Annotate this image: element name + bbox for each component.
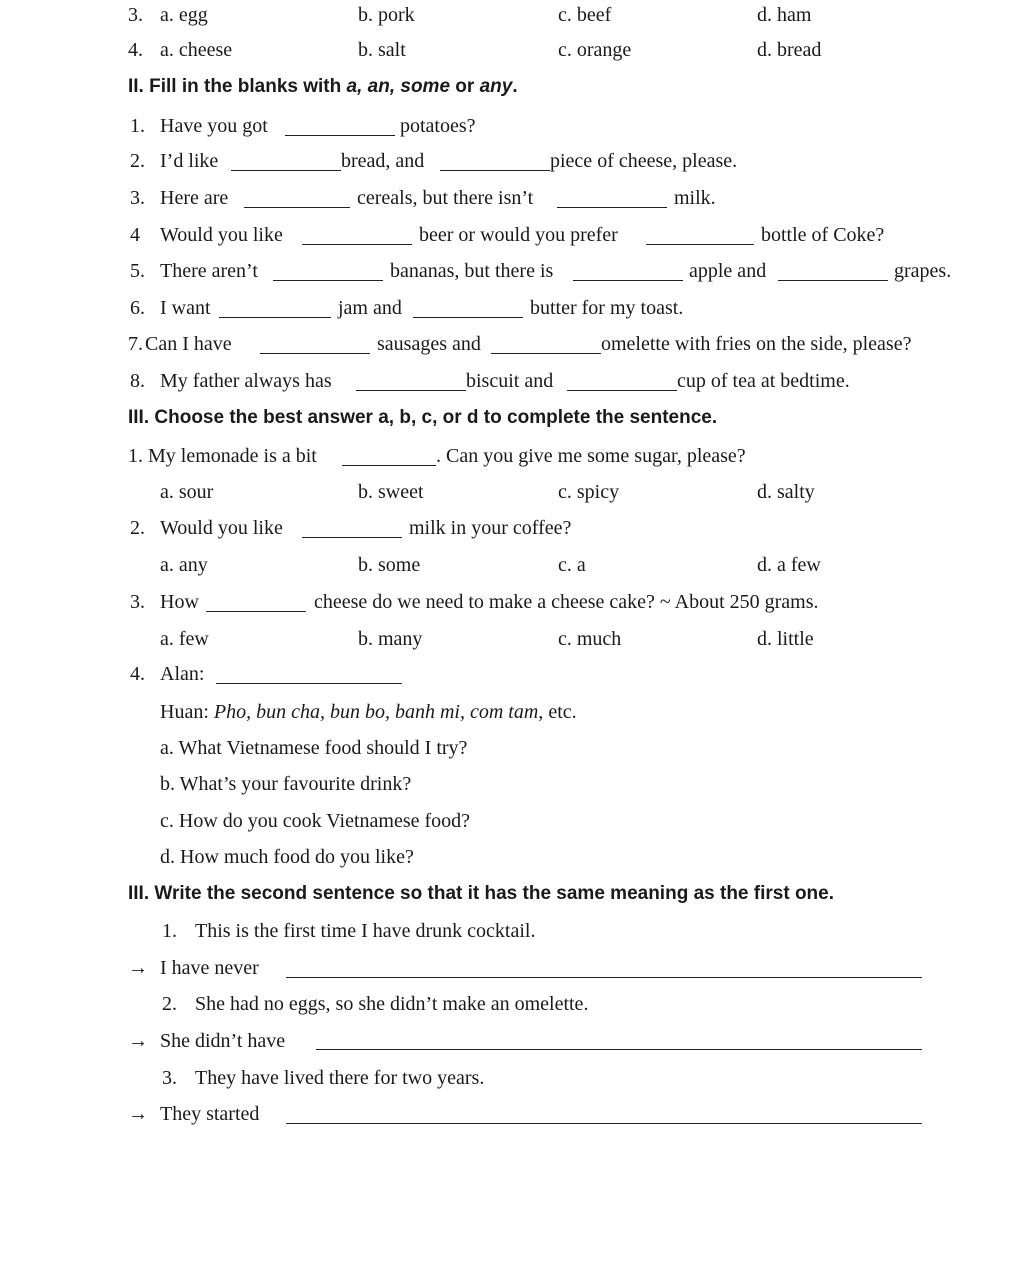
item-text: bread, and — [341, 150, 425, 172]
question-number: 3. — [128, 4, 143, 26]
item-text: bananas, but there is — [390, 260, 554, 282]
option-c[interactable]: c. How do you cook Vietnamese food? — [160, 810, 471, 832]
answer-blank[interactable] — [219, 317, 331, 318]
arrow-icon: → — [128, 1030, 148, 1052]
question-stem-end: cheese do we need to make a cheese cake? ~ About 250 grams. — [314, 591, 819, 613]
item-text: jam and — [338, 297, 402, 319]
answer-blank[interactable] — [491, 353, 601, 354]
arrow-icon: → — [128, 1103, 148, 1125]
item-text: piece of cheese, please. — [550, 150, 738, 172]
option-a[interactable]: a. any — [160, 554, 208, 576]
option-b[interactable]: b. What’s your favourite drink? — [160, 773, 412, 795]
question-stem: My lemonade is a bit — [148, 445, 317, 467]
option-b[interactable]: b. sweet — [358, 481, 424, 503]
answer-blank[interactable] — [231, 170, 341, 171]
item-text: I want — [160, 297, 211, 319]
option-b[interactable]: b. some — [358, 554, 421, 576]
question-number: 2. — [130, 517, 145, 539]
item-text: cup of tea at bedtime. — [677, 370, 850, 392]
dialogue-speaker-huan: Huan: — [160, 701, 214, 723]
answer-blank[interactable] — [342, 465, 436, 466]
answer-blank[interactable] — [273, 280, 383, 281]
option-c[interactable]: c. much — [558, 628, 622, 650]
heading-italic-word: any — [479, 76, 513, 97]
question-number: 1. — [128, 445, 143, 467]
item-number: 6. — [130, 297, 145, 319]
arrow-icon: → — [128, 957, 148, 979]
item-number: 7. — [128, 333, 143, 355]
item-number: 2. — [162, 993, 177, 1015]
question-stem: How — [160, 591, 199, 613]
option-a: a. cheese — [160, 39, 233, 61]
dialogue-huan-etc: etc. — [543, 701, 577, 723]
question-number: 3. — [130, 591, 145, 613]
original-sentence: This is the first time I have drunk cocktail. — [195, 920, 536, 942]
option-a[interactable]: a. few — [160, 628, 209, 650]
option-d[interactable]: d. little — [757, 628, 814, 650]
answer-blank[interactable] — [356, 390, 466, 391]
dialogue-speaker-alan: Alan: — [160, 663, 205, 685]
item-number: 3. — [162, 1067, 177, 1089]
question-number: 4. — [128, 39, 143, 61]
item-number: 5. — [130, 260, 145, 282]
answer-blank[interactable] — [573, 280, 683, 281]
answer-blank[interactable] — [440, 170, 550, 171]
item-text: My father always has — [160, 370, 332, 392]
item-number: 2. — [130, 150, 145, 172]
original-sentence: They have lived there for two years. — [195, 1067, 485, 1089]
item-text: grapes. — [894, 260, 952, 282]
question-stem-end: milk in your coffee? — [409, 517, 572, 539]
answer-blank[interactable] — [285, 135, 395, 136]
item-number: 8. — [130, 370, 145, 392]
answer-line[interactable] — [286, 1123, 922, 1124]
question-stem-end: . Can you give me some sugar, please? — [436, 445, 746, 467]
option-b: b. pork — [358, 4, 415, 26]
question-number: 4. — [130, 663, 145, 685]
answer-line[interactable] — [316, 1049, 922, 1050]
option-c: c. beef — [558, 4, 612, 26]
item-text: butter for my toast. — [530, 297, 684, 319]
rewrite-start: They started — [160, 1103, 260, 1125]
answer-blank[interactable] — [244, 207, 350, 208]
option-a[interactable]: a. What Vietnamese food should I try? — [160, 737, 468, 759]
item-text: cereals, but there isn’t — [357, 187, 534, 209]
item-number: 1. — [130, 115, 145, 137]
item-text: Would you like — [160, 224, 283, 246]
rewrite-start: I have never — [160, 957, 259, 979]
section-heading-fill-blanks — [128, 75, 518, 99]
answer-blank[interactable] — [302, 244, 412, 245]
answer-blank[interactable] — [413, 317, 523, 318]
option-d: d. ham — [757, 4, 812, 26]
option-c[interactable]: c. a — [558, 554, 586, 576]
answer-blank[interactable] — [216, 683, 402, 684]
option-c: c. orange — [558, 39, 632, 61]
option-d: d. bread — [757, 39, 822, 61]
item-text: omelette with fries on the side, please? — [601, 333, 912, 355]
answer-blank[interactable] — [206, 611, 306, 612]
item-text: apple and — [689, 260, 767, 282]
dialogue-huan — [160, 700, 577, 724]
item-text: beer or would you prefer — [419, 224, 618, 246]
option-d[interactable]: d. salty — [757, 481, 815, 503]
item-text: potatoes? — [400, 115, 476, 137]
option-a: a. egg — [160, 4, 208, 26]
heading-italic-words: a, an, some — [346, 76, 451, 97]
answer-blank[interactable] — [260, 353, 370, 354]
heading-text: II. Fill in the blanks with — [128, 76, 347, 97]
answer-blank[interactable] — [302, 537, 402, 538]
item-text: sausages and — [377, 333, 481, 355]
item-text: milk. — [674, 187, 716, 209]
item-text: Have you got — [160, 115, 268, 137]
item-number: 3. — [130, 187, 145, 209]
item-text: bottle of Coke? — [761, 224, 885, 246]
option-a[interactable]: a. sour — [160, 481, 214, 503]
dialogue-huan-foods: Pho, bun cha, bun bo, banh mi, com tam, — [213, 701, 544, 723]
question-stem: Would you like — [160, 517, 283, 539]
answer-line[interactable] — [286, 977, 922, 978]
answer-blank[interactable] — [567, 390, 677, 391]
question-text — [128, 444, 317, 468]
item-text: Can I have — [145, 333, 232, 355]
item-number: 4 — [130, 224, 140, 246]
item-text: I’d like — [160, 150, 219, 172]
answer-blank[interactable] — [646, 244, 754, 245]
item-text: Here are — [160, 187, 229, 209]
heading-text: or — [450, 76, 480, 97]
answer-blank[interactable] — [557, 207, 667, 208]
option-d[interactable]: d. a few — [757, 554, 821, 576]
option-d[interactable]: d. How much food do you like? — [160, 846, 414, 868]
original-sentence: She had no eggs, so she didn’t make an omelette. — [195, 993, 589, 1015]
section-heading-rewrite: III. Write the second sentence so that it has the same meaning as the first one. — [128, 883, 834, 904]
option-b[interactable]: b. many — [358, 628, 423, 650]
item-text: biscuit and — [466, 370, 554, 392]
section-heading-choose-answer: III. Choose the best answer a, b, c, or d to complete the sentence. — [128, 407, 718, 428]
answer-blank[interactable] — [778, 280, 888, 281]
heading-text: . — [512, 76, 518, 97]
option-c[interactable]: c. spicy — [558, 481, 620, 503]
rewrite-start: She didn’t have — [160, 1030, 286, 1052]
option-b: b. salt — [358, 39, 406, 61]
item-text: There aren’t — [160, 260, 258, 282]
item-number: 1. — [162, 920, 177, 942]
